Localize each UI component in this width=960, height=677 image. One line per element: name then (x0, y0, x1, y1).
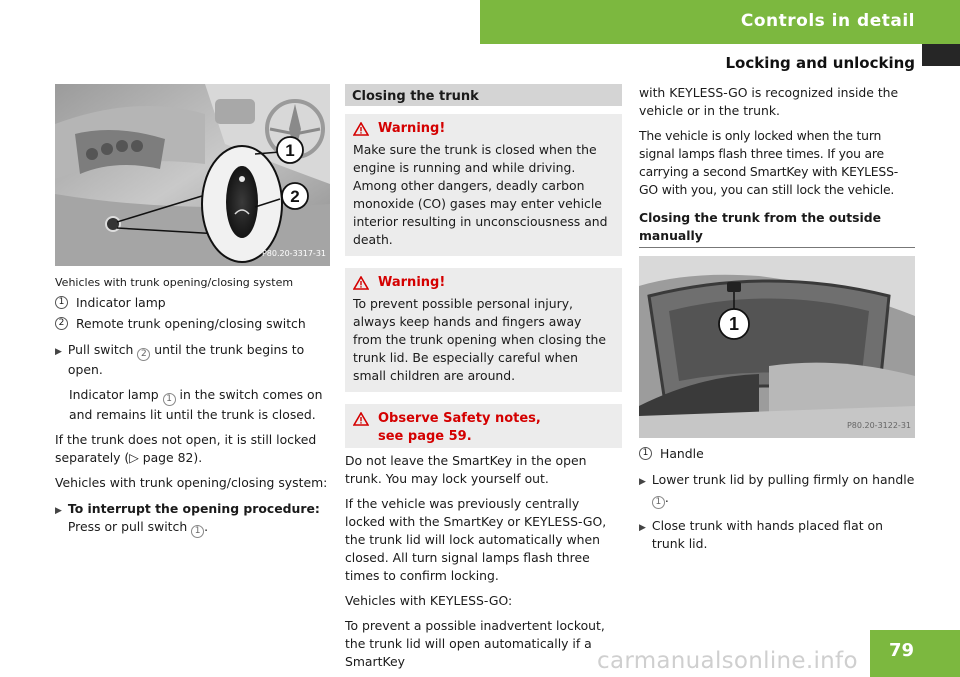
callout-number: 1 (652, 496, 665, 509)
callout-number: 1 (55, 296, 68, 309)
step-arrow-icon: ▶ (55, 506, 62, 516)
callout-number: 1 (191, 525, 204, 538)
paragraph: Vehicles with KEYLESS-GO: (345, 593, 513, 608)
photo1-callout-1: 1 (285, 141, 295, 160)
page-number: 79 (888, 640, 914, 661)
legend-item (55, 294, 330, 312)
legend-item (55, 315, 330, 333)
callout-number: 2 (137, 348, 150, 361)
paragraph: If the vehicle was previously centrally locked with the SmartKey or KEYLESS-GO, the trunk lid will lock automatically when closed. All turn signal lamps flash three times to confirm locking. (345, 496, 607, 583)
column-right (639, 84, 915, 553)
step-text: To interrupt the opening procedure: Press or pull switch 1 . (67, 501, 320, 536)
step-text: Lower trunk lid by pulling firmly on handle 1 . (651, 472, 915, 507)
step-title: To interrupt the opening procedure: (67, 501, 320, 516)
warning-text: Make sure the trunk is closed when the engine is running and while driving. Among other dangers, deadly carbon monoxide (CO) gases may enter vehicle interior resulting in unconsciousness and death. (353, 142, 608, 247)
warning-title: Warning! (353, 274, 614, 292)
subsection-heading: Closing the trunk from the outside manually (639, 209, 915, 248)
warning-triangle-icon (353, 122, 369, 136)
photo2-callout-1: 1 (728, 314, 740, 334)
warning-text: To prevent possible personal injury, always keep hands and fingers away from the trunk opening when closing the trunk lid. Be especially careful when small children are around. (353, 296, 606, 383)
subsection-title: Locking and unlocking (725, 54, 915, 72)
paragraph: with KEYLESS-GO is recognized inside the vehicle or in the trunk. (639, 85, 899, 118)
trunk-handle-photo (639, 256, 915, 438)
safety-note-box (345, 404, 622, 448)
legend-text: Handle (660, 446, 704, 461)
callout-number: 1 (639, 447, 652, 460)
step-arrow-icon: ▶ (639, 523, 646, 533)
warning-triangle-icon (353, 276, 369, 290)
photo-code: P80.20-3317-31 (261, 249, 326, 258)
instruction-step (55, 500, 330, 538)
step-note: Indicator lamp 1 in the switch comes on and remains lit until the trunk is closed. (69, 387, 323, 422)
photo-code: P80.20-3122-31 (846, 421, 911, 430)
step-text: Pull switch 2 until the trunk begins to open. (67, 342, 305, 377)
instruction-step (55, 341, 330, 379)
paragraph: Do not leave the SmartKey in the open trunk. You may lock yourself out. (345, 453, 587, 486)
step-arrow-icon: ▶ (639, 477, 646, 487)
legend-item (639, 445, 915, 463)
warning-triangle-icon (353, 412, 369, 426)
watermark-text: carmanualsonline.info (597, 648, 858, 674)
paragraph: If the trunk does not open, it is still locked separately (▷ page 82). (55, 432, 317, 465)
trunk-switch-photo (55, 84, 330, 266)
legend-text: Remote trunk opening/closing switch (76, 316, 306, 331)
legend-text: Indicator lamp (76, 295, 166, 310)
paragraph: To prevent a possible inadvertent lockout, the trunk lid will open automatically if a SmartKey (345, 618, 605, 669)
callout-number: 1 (163, 393, 176, 406)
section-title: Controls in detail (740, 11, 915, 31)
step-text: Close trunk with hands placed flat on trunk lid. (651, 518, 883, 551)
paragraph: Vehicles with trunk opening/closing system: (55, 475, 328, 490)
callout-number: 2 (55, 317, 68, 330)
section-heading: Closing the trunk (345, 84, 622, 106)
step-arrow-icon: ▶ (55, 347, 62, 357)
paragraph: The vehicle is only locked when the turn signal lamps flash three times. If you are carrying a second SmartKey with KEYLESS-GO with you, you can still lock the vehicle. (639, 128, 899, 197)
warning-box (345, 268, 622, 392)
warning-title: Warning! (353, 120, 614, 138)
warning-box (345, 114, 622, 256)
header-dark-marker (922, 44, 960, 66)
instruction-step (639, 517, 915, 553)
figure-caption: Vehicles with trunk opening/closing system (55, 276, 294, 289)
column-left (55, 84, 330, 538)
safety-note: Observe Safety notes, see page 59. (353, 410, 614, 446)
instruction-step (639, 471, 915, 509)
photo1-callout-2: 2 (290, 187, 300, 206)
column-middle (345, 84, 622, 671)
page-number-box (870, 630, 960, 677)
